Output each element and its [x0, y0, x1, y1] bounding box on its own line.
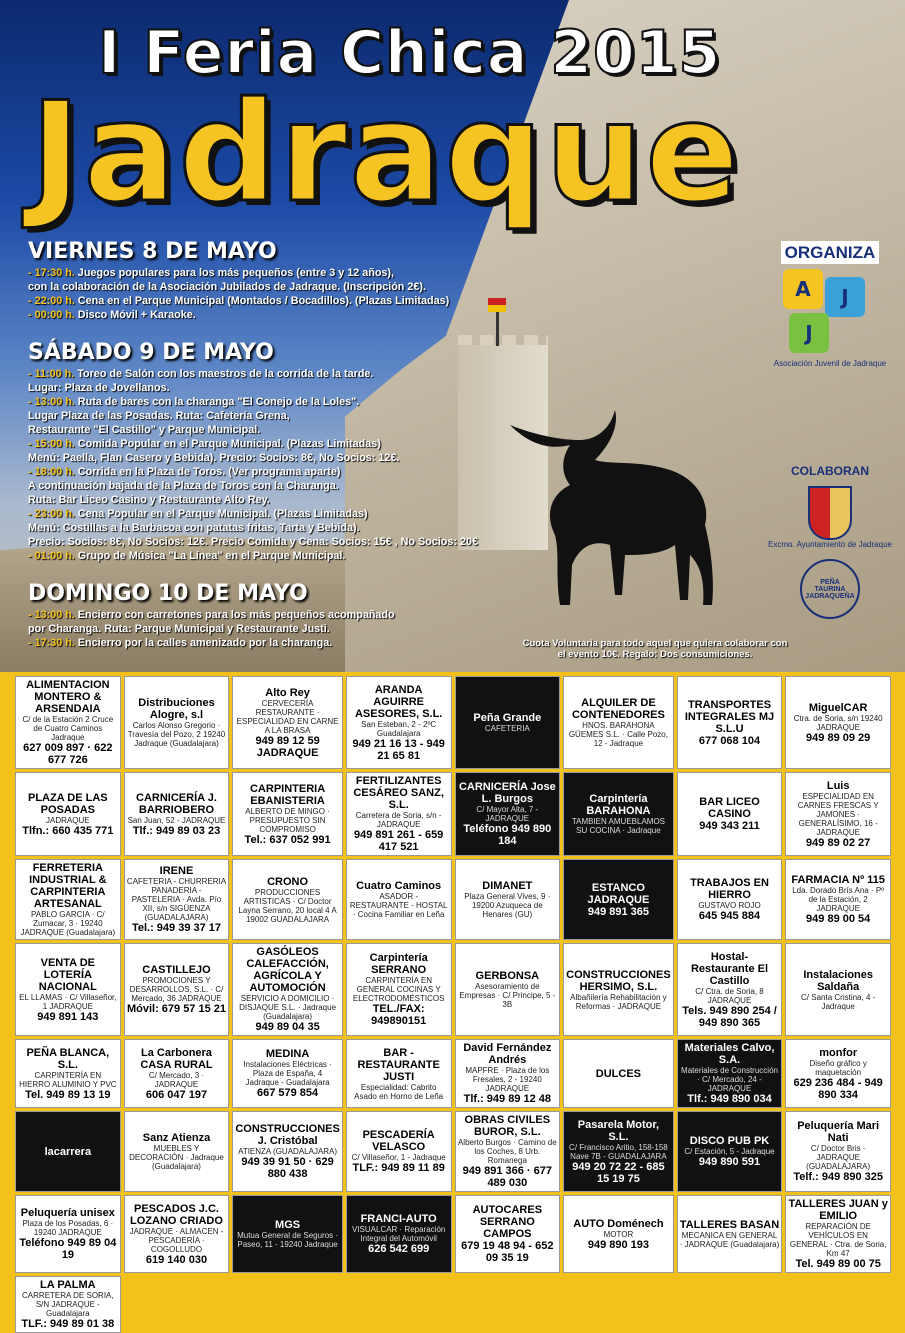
event-line: - 13:00 h. Ruta de bares con la charanga "El Conejo de la Loles".: [28, 396, 360, 408]
sponsor-name: ALQUILER DE CONTENEDORES: [571, 697, 665, 721]
sponsor-detail: Asesoramiento de Empresas · C/ Principe, 5 - 3B: [459, 982, 556, 1009]
sponsor-ad: [563, 1039, 674, 1108]
sponsor-ad: [15, 1195, 121, 1273]
sponsor-detail: ALBERTO DE MINGO · PRESUPUESTO SIN COMPROMISO: [245, 806, 330, 834]
sponsor-name: FRANCI-AUTO: [360, 1213, 437, 1225]
sponsor-ad: [346, 772, 452, 856]
sponsor-phone: 949 89 09 29: [806, 731, 871, 744]
title-line-1: I Feria Chica 2015: [98, 18, 722, 88]
sponsor-phone: 949 890 591: [698, 1156, 761, 1168]
sponsor-ad: [455, 676, 561, 769]
title-line-2: Jadraque: [30, 72, 742, 233]
sponsor-ad: [785, 1195, 891, 1273]
sponsor-detail: Diseño gráfico y maquetación: [809, 1058, 867, 1077]
event-line: Lugar Plaza de las Posadas. Ruta: Cafetería Grena,: [28, 410, 290, 422]
sponsor-detail: MECANICA EN GENERAL · JADRAQUE (Guadalajara): [679, 1231, 780, 1249]
sponsor-detail: JADRAQUE: [46, 815, 90, 825]
sponsor-ad: [563, 859, 674, 940]
sponsor-ad: [563, 943, 674, 1036]
event-line: Ruta: Bar Liceo Casino y Restaurante Alto Rey.: [28, 494, 270, 506]
sponsor-detail: EL LLAMAS · C/ Villaseñor, 1 JADRAQUE: [19, 992, 117, 1011]
puzzle-logo-icon: A J J: [775, 269, 885, 359]
sponsor-phone: 949 39 91 50 · 629 880 438: [241, 1156, 334, 1180]
sponsor-detail: C/ Santa Cristina, 4 - Jadraque: [801, 992, 876, 1011]
flag-icon: [488, 298, 506, 312]
sponsor-ad: [346, 1039, 452, 1108]
sponsor-phone: Móvil: 679 57 15 21: [126, 1003, 227, 1015]
sponsor-ad: [677, 1111, 783, 1192]
sponsor-ad: [124, 772, 230, 856]
sponsor-name: CASTILLEJO: [142, 964, 211, 976]
sponsor-name: PLAZA DE LAS POSADAS: [28, 791, 108, 816]
sponsor-name: lacarrera: [44, 1145, 92, 1158]
sponsor-phone: 949 343 211: [699, 820, 760, 832]
sponsor-phone: TLF.: 949 89 11 89: [352, 1162, 445, 1174]
sponsor-detail: San Esteban, 2 - 2ºC Guadalajara: [361, 719, 437, 738]
sponsor-name: BAR - RESTAURANTE JUSTI: [357, 1046, 440, 1083]
sponsor-ad: [785, 859, 891, 940]
sponsor-name: PESCADOS J.C. LOZANO CRIADO: [130, 1202, 223, 1227]
sponsor-phone: 619 140 030: [145, 1253, 208, 1266]
sponsor-name: PEÑA BLANCA, S.L.: [26, 1046, 110, 1071]
sponsor-name: Peluquería unisex: [20, 1207, 115, 1219]
sponsor-detail: ATIENZA (GUADALAJARA): [238, 1147, 338, 1156]
sponsor-phone: 626 542 699: [368, 1243, 430, 1255]
sponsor-name: PESCADERÍA VELASCO: [362, 1129, 435, 1153]
sponsor-ad: [785, 943, 891, 1036]
sponsor-ad: [124, 1111, 230, 1192]
event-line: - 22:00 h. Cena en el Parque Municipal (Montados / Bocadillos). (Plazas Limitadas): [28, 295, 450, 307]
day-2: [28, 339, 478, 563]
event-line: - 17:30 h. Encierro por la calles amenizado por la charanga.: [28, 637, 333, 649]
sponsor-detail: PABLO GARCIA · C/ Zumacar, 3 · 19240 JADRAQUE (Guadalajara): [20, 910, 116, 937]
sponsor-name: DIMANET: [482, 880, 533, 892]
sponsor-name: DULCES: [595, 1067, 642, 1080]
sponsor-ad: [232, 1039, 343, 1108]
sponsor-ad: [455, 1195, 561, 1273]
sponsor-ad: [232, 943, 343, 1036]
sponsor-detail: MAPFRE · Plaza de los Fresales, 2 - 19240 JADRAQUE: [465, 1066, 550, 1093]
sponsor-name: monfor: [819, 1046, 858, 1059]
event-line: - 23:00 h. Cena Popular en el Parque Municipal. (Plazas Limitadas): [28, 508, 368, 520]
sponsor-detail: Ctra. de Soria, s/n 19240 JADRAQUE: [793, 713, 883, 732]
sponsor-ad: [785, 772, 891, 856]
sponsor-detail: Lda. Dorado Brís Ana · Pº de la Estación, 2 JADRAQUE: [792, 886, 885, 913]
sponsor-ad: [677, 1195, 783, 1273]
sponsor-detail: Materiales de Construcción · C/ Mercado, 24 - JADRAQUE: [681, 1066, 778, 1093]
day-3: [28, 580, 395, 650]
sponsor-detail: C/ Ctra. de Soria, 8 JADRAQUE: [695, 986, 764, 1005]
sponsor-ad: [455, 1111, 561, 1192]
pena-name: PEÑA TAURINA JADRAQUEÑA: [805, 578, 855, 600]
colaboran-name: Excmo. Ayuntamiento de Jadraque: [768, 540, 892, 549]
sponsor-detail: GUSTAVO ROJO: [698, 901, 761, 910]
sponsor-name: TRANSPORTES INTEGRALES MJ S.L.U: [684, 698, 775, 735]
sponsor-phone: 677 068 104: [698, 734, 761, 747]
sponsor-phone: 627 009 897 · 622 677 726: [23, 742, 113, 766]
organiza-block: [760, 243, 900, 368]
sponsor-phone: 949 891 365: [587, 905, 649, 918]
sponsor-name: LA PALMA: [40, 1279, 96, 1291]
sponsor-ad: [677, 859, 783, 940]
event-line: Menú: Costillas a la Barbacoa con patatas fritas, Tarta y Bebida).: [28, 522, 360, 534]
sponsor-detail: CERVECERÍA RESTAURANTE · ESPECIALIDAD EN CARNE A LA BRASA: [236, 698, 339, 735]
sponsor-name: Pasarela Motor, S.L.: [577, 1118, 660, 1143]
sponsor-detail: CARPINTERÍA EN GENERAL COCINAS Y ELECTRODOMÉSTICOS: [352, 976, 445, 1003]
sponsor-detail: C/ Doctor Bris · JADRAQUE (GUADALAJARA): [806, 1144, 871, 1171]
sponsor-name: ALIMENTACION MONTERO & ARSENDAIA: [26, 679, 110, 715]
sponsor-ad: [15, 1276, 121, 1333]
event-line: con la colaboración de la Asociación Jubilados de Jadraque. (Inscripción 2€).: [28, 281, 426, 293]
event-line: - 13:00 h. Encierro con carretones para los más pequeños acompañado: [28, 609, 395, 621]
sponsor-detail: HNOS. BARAHONA GÜEMES S.L. · Calle Pozo, 12 - Jadraque: [568, 721, 668, 748]
sponsor-ad: [232, 676, 343, 769]
event-line: Restaurante "El Castillo" y Parque Municipal.: [28, 424, 261, 436]
sponsor-name: GERBONSA: [475, 970, 540, 982]
sponsor-phone: Tlf.: 949 89 12 48: [463, 1093, 552, 1105]
sponsor-detail: TAMBIEN AMUEBLAMOS SU COCINA · Jadraque: [571, 817, 666, 835]
sponsor-detail: C/ Mayor Alta, 7 - JADRAQUE: [476, 805, 539, 823]
sponsor-detail: Carlos Alonso Gregorio · Travesía del Pozo, 2 19240 Jadraque (Guadalajara): [127, 721, 226, 748]
sponsor-detail: SERVICIO A DOMICILIO · DISJAQUE S.L. · Jadraque (Guadalajara): [239, 994, 337, 1021]
sponsor-name: CARNICERÍA J. BARRIOBERO: [136, 791, 217, 816]
sponsor-name: Sanz Atienza: [142, 1132, 211, 1144]
sponsor-ad: [15, 772, 121, 856]
sponsor-name: MGS: [275, 1219, 301, 1231]
sponsor-ad: [677, 772, 783, 856]
sponsor-ad: [232, 1111, 343, 1192]
sponsor-ad: [124, 943, 230, 1036]
sponsor-ad: [124, 859, 230, 940]
sponsor-name: MiguelCAR: [808, 701, 868, 714]
sponsor-phone: Telf.: 949 890 325: [793, 1171, 883, 1183]
sponsor-ad: [232, 1195, 343, 1273]
sponsor-ad: [677, 676, 783, 769]
sponsor-name: CONSTRUCCIONES HERSIMO, S.L.: [566, 968, 671, 993]
sponsor-phone: Tel.: 637 052 991: [244, 833, 331, 846]
pena-logo-icon: [800, 559, 860, 619]
event-line: Lugar: Plaza de Jovellanos.: [28, 382, 170, 394]
sponsor-name: CARPINTERIA EBANISTERIA: [249, 782, 326, 807]
sponsor-ad: [15, 676, 121, 769]
sponsor-phone: Tels. 949 890 254 / 949 890 365: [682, 1004, 777, 1029]
organiza-name: Asociación Juvenil de Jadraque: [773, 359, 887, 368]
sponsor-ad: [15, 1111, 121, 1192]
sponsor-phone: Tlf.: 949 89 03 23: [132, 824, 221, 837]
colaboran-block: [760, 462, 900, 619]
sponsor-ad: [346, 1195, 452, 1273]
sponsor-ad: [785, 676, 891, 769]
sponsor-ad: [232, 859, 343, 940]
sponsor-phone: Teléfono 949 89 04 19: [19, 1237, 117, 1261]
colaboran-label: COLABORAN: [791, 464, 869, 478]
sponsor-phone: TLF.: 949 89 01 38: [21, 1318, 115, 1330]
sponsor-name: TRABAJOS EN HIERRO: [690, 877, 769, 901]
sponsor-detail: ESPECIALIDAD EN CARNES FRESCAS Y JAMONES · GENERALÍSIMO, 16 - JADRAQUE: [797, 791, 879, 837]
sponsor-name: TALLERES JUAN y EMILIO: [788, 1198, 888, 1222]
sponsor-ad: [346, 943, 452, 1036]
sponsor-name: FERTILIZANTES CESÁREO SANZ, S.L.: [353, 775, 444, 811]
sponsor-phone: 949 89 02 27: [806, 836, 871, 849]
sponsor-name: Materiales Calvo, S.A.: [684, 1042, 775, 1066]
event-line: por Charanga. Ruta: Parque Municipal y Restaurante Justi.: [28, 623, 330, 635]
event-line: Precio: Socios: 8€, No Socios: 12€. Precio Comida y Cena: Socios: 15€ , No Socios: 20€: [28, 536, 479, 548]
sponsor-name: Hostal-Restaurante El Castillo: [690, 950, 769, 987]
sponsor-name: OBRAS CIVILES BUROR, S.L.: [464, 1114, 551, 1138]
sponsor-phone: 949 89 00 54: [806, 913, 871, 925]
day-1: [28, 238, 449, 322]
sponsor-name: CONSTRUCCIONES J. Cristóbal: [235, 1123, 340, 1147]
sponsor-phone: TEL./FAX: 949890151: [371, 1003, 427, 1027]
sponsor-detail: C/ Francisco Aritio, 158-158 Nave 7B - GUADALAJARA: [569, 1142, 668, 1161]
sponsor-ad: [15, 943, 121, 1036]
sponsor-ad: [455, 772, 561, 856]
event-line: - 00:00 h. Disco Móvil + Karaoke.: [28, 309, 196, 321]
sponsor-phone: 667 579 854: [256, 1087, 319, 1099]
sponsor-phone: 949 891 261 - 659 417 521: [354, 829, 444, 853]
sponsor-ad: [677, 1039, 783, 1108]
sponsor-detail: REPARACIÓN DE VEHÍCULOS EN GENERAL · Ctra. de Soria, Km 47: [789, 1222, 887, 1258]
sponsor-phone: 949 890 193: [587, 1238, 649, 1251]
sponsor-detail: C/ Estación, 5 - Jadraque: [684, 1147, 775, 1156]
sponsor-phone: 949 20 72 22 - 685 15 19 75: [572, 1160, 665, 1185]
sponsor-name: FARMACIA Nº 115: [791, 874, 885, 886]
sponsor-detail: MOTOR: [603, 1229, 634, 1239]
organiza-label: ORGANIZA: [781, 241, 880, 264]
sponsor-detail: PRODUCCIONES ARTISTICAS · C/ Doctor Layna Serrano, 20 local 4 A 19002 GUADALAJARA: [238, 887, 337, 924]
coat-of-arms-icon: [808, 486, 852, 540]
sponsor-name: Carpintería SERRANO: [369, 952, 428, 976]
sponsor-phone: 949 891 366 · 677 489 030: [462, 1165, 552, 1189]
sponsor-name: Instalaciones Saldaña: [803, 968, 874, 993]
sponsor-detail: Carretera de Soria, s/n - JADRAQUE: [355, 811, 442, 829]
sponsor-phone: Tel. 949 89 13 19: [25, 1088, 111, 1101]
sponsor-name: VENTA DE LOTERÍA NACIONAL: [38, 956, 97, 993]
sponsor-phone: 606 047 197: [145, 1088, 208, 1101]
sponsor-ad: [563, 1111, 674, 1192]
event-line: - 01:00 h. Grupo de Música "La Línea" en el Parque Municipal.: [28, 550, 346, 562]
sponsor-name: Peña Grande: [473, 712, 542, 724]
sponsor-name: MEDINA: [265, 1048, 310, 1060]
sponsor-detail: C/ de la Estación 2 Cruce de Cuatro Caminos Jadraque: [22, 715, 114, 742]
sponsor-detail: Albañilería Rehabilitación y Reformas · JADRAQUE: [570, 992, 667, 1011]
sponsor-phone: Tel. 949 89 00 75: [795, 1258, 881, 1270]
cuota-text: Cuota Voluntaria para todo aquel que quiera colaborar con el evento 10€. Regalo: Dos consumiciones.: [522, 638, 788, 660]
sponsor-name: Luis: [826, 779, 850, 792]
sponsor-ad: [124, 676, 230, 769]
sponsor-ad: [346, 1111, 452, 1192]
sponsor-detail: C/ Mercado, 3 · JADRAQUE: [148, 1070, 205, 1089]
sponsor-phone: Tel.: 949 39 37 17: [131, 922, 222, 934]
sponsor-detail: C/ Villaseñor, 1 - Jadraque: [351, 1153, 446, 1162]
sponsor-ad: [563, 676, 674, 769]
sponsor-ad: [563, 1195, 674, 1273]
event-line: - 11:00 h. Toreo de Salón con los maestros de la corrida de la tarde.: [28, 368, 374, 380]
sponsor-ad: [785, 1111, 891, 1192]
event-line: - 18:00 h. Corrida en la Plaza de Toros. (Ver programa aparte): [28, 466, 341, 478]
sponsor-phone: 679 19 48 94 - 652 09 35 19: [461, 1240, 554, 1264]
sponsor-name: La Carbonera CASA RURAL: [140, 1046, 213, 1071]
sponsor-name: AUTOCARES SERRANO CAMPOS: [472, 1204, 543, 1240]
sponsor-detail: CARRETERA DE SORIA, S/N JADRAQUE - Guadalajara: [22, 1291, 114, 1318]
sponsor-name: Carpintería BARAHONA: [586, 793, 651, 817]
sponsor-detail: PROMOCIONES Y DESARROLLOS, S.L. · C/ Mercado, 36 JADRAQUE: [129, 976, 224, 1003]
sponsor-phone: 629 236 484 - 949 890 334: [793, 1076, 883, 1101]
sponsor-name: CRONO: [267, 875, 309, 888]
event-line: - 15:00 h. Comida Popular en el Parque Municipal. (Plazas Limitadas): [28, 438, 381, 450]
sponsor-detail: CARPINTERÍA EN HIERRO ALUMINIO Y PVC: [19, 1070, 117, 1089]
sponsor-detail: Especialidad: Cabrito Asado en Horno de Leña: [354, 1082, 444, 1101]
sponsor-detail: CAFETERIA - CHURRERIA PANADERIA - PASTELERIA · Avda. Pío XII, s/n SIGÜENZA (GUADALAJARA): [126, 877, 227, 922]
day-title: SÁBADO 9 DE MAYO: [28, 340, 274, 365]
sponsor-name: CARNICERÍA Jose L. Burgos: [458, 781, 556, 805]
sponsor-ad: [455, 943, 561, 1036]
sponsor-name: Cuatro Caminos: [356, 880, 442, 892]
sponsor-name: IRENE: [159, 865, 194, 877]
sponsor-phone: 949 891 143: [37, 1010, 99, 1023]
event-line: A continuación bajada de la Plaza de Toros con la Charanga.: [28, 480, 339, 492]
sponsor-ad: [15, 859, 121, 940]
sponsor-detail: Plaza de los Posadas, 6 · 19240 JADRAQUE: [22, 1219, 114, 1237]
sponsor-ad: [124, 1195, 230, 1273]
sponsor-ad: [563, 772, 674, 856]
sponsor-ad: [232, 772, 343, 856]
sponsor-ad: [455, 1039, 561, 1108]
sponsor-phone: 949 89 04 35: [255, 1021, 320, 1033]
sponsor-name: TALLERES BASAN: [679, 1219, 780, 1231]
sponsor-ad: [15, 1039, 121, 1108]
sponsor-detail: CAFETERIA: [484, 724, 530, 733]
sponsor-name: DISCO PUB PK: [689, 1135, 770, 1147]
sponsor-ad: [455, 859, 561, 940]
sponsor-phone: Tlf.: 949 890 034: [687, 1093, 772, 1105]
sponsor-name: David Fernández Andrés: [463, 1042, 552, 1066]
sponsor-detail: MUEBLES Y DECORACIÓN · Jadraque (Guadalajara): [129, 1144, 224, 1171]
sponsor-detail: Instalaciones Eléctricas · Plaza de España, 4 Jadraque - Guadalajara: [243, 1060, 332, 1087]
sponsor-phone: 645 945 884: [698, 910, 761, 922]
sponsor-name: Alto Rey: [265, 686, 310, 699]
event-line: Menú: Paella, Flan Casero y Bebida). Precio: Socios: 8€, No Socios: 12€.: [28, 452, 400, 464]
day-title: VIERNES 8 DE MAYO: [28, 239, 277, 264]
sponsor-detail: ASADOR - RESTAURANTE - HOSTAL · Cocina Familiar en Leña: [349, 892, 448, 919]
sponsor-ad: [346, 676, 452, 769]
sponsor-phone: Tlfn.: 660 435 771: [22, 824, 114, 837]
sponsor-name: GASÓLEOS CALEFACCIÓN, AGRÍCOLA Y AUTOMOCIÓN: [246, 946, 329, 994]
sponsor-name: Distribuciones Alogre, s.l: [138, 697, 215, 721]
event-line: - 17:30 h. Juegos populares para los más pequeños (entre 3 y 12 años),: [28, 267, 395, 279]
sponsor-phone: 949 21 16 13 - 949 21 65 81: [352, 737, 445, 762]
sponsor-detail: Mutua General de Seguros · Paseo, 11 - 19240 Jadraque: [237, 1231, 339, 1249]
sponsor-phone: 949 89 12 59 JADRAQUE: [255, 734, 320, 759]
sponsor-detail: Plaza General Vives, 9 · 19200 Azuqueca de Henares (GU): [464, 892, 551, 919]
sponsor-ad: [785, 1039, 891, 1108]
sponsor-phone: Teléfono 949 890 184: [463, 823, 552, 847]
sponsor-detail: VISUALCAR · Reparación Integral del Automóvil: [351, 1225, 446, 1243]
sponsor-name: FERRETERIA INDUSTRIAL & CARPINTERIA ARTESANAL: [29, 862, 107, 910]
bull-silhouette-icon: [500, 405, 730, 630]
sponsor-ad: [677, 943, 783, 1036]
sponsor-ad: [346, 859, 452, 940]
sponsor-grid: [15, 676, 891, 1330]
sponsor-ad: [124, 1039, 230, 1108]
sponsor-detail: Alberto Burgos · Camino de los Coches, 8 Urb. Romanega: [457, 1138, 557, 1165]
sponsor-name: AUTO Doménech: [573, 1217, 664, 1230]
sponsor-name: Peluquería Mari Nati: [797, 1120, 880, 1144]
sponsor-name: BAR LICEO CASINO: [699, 796, 760, 820]
day-title: DOMINGO 10 DE MAYO: [28, 581, 308, 606]
sponsor-name: ESTANCO JADRAQUE: [587, 881, 650, 906]
sponsor-name: ARANDA AGUIRRE ASESORES, S.L.: [354, 683, 443, 720]
sponsor-detail: San Juan, 52 - JADRAQUE: [127, 815, 226, 825]
sponsor-detail: JADRAQUE · ALMACEN - PESCADERÍA · COGOLLUDO: [129, 1226, 224, 1254]
